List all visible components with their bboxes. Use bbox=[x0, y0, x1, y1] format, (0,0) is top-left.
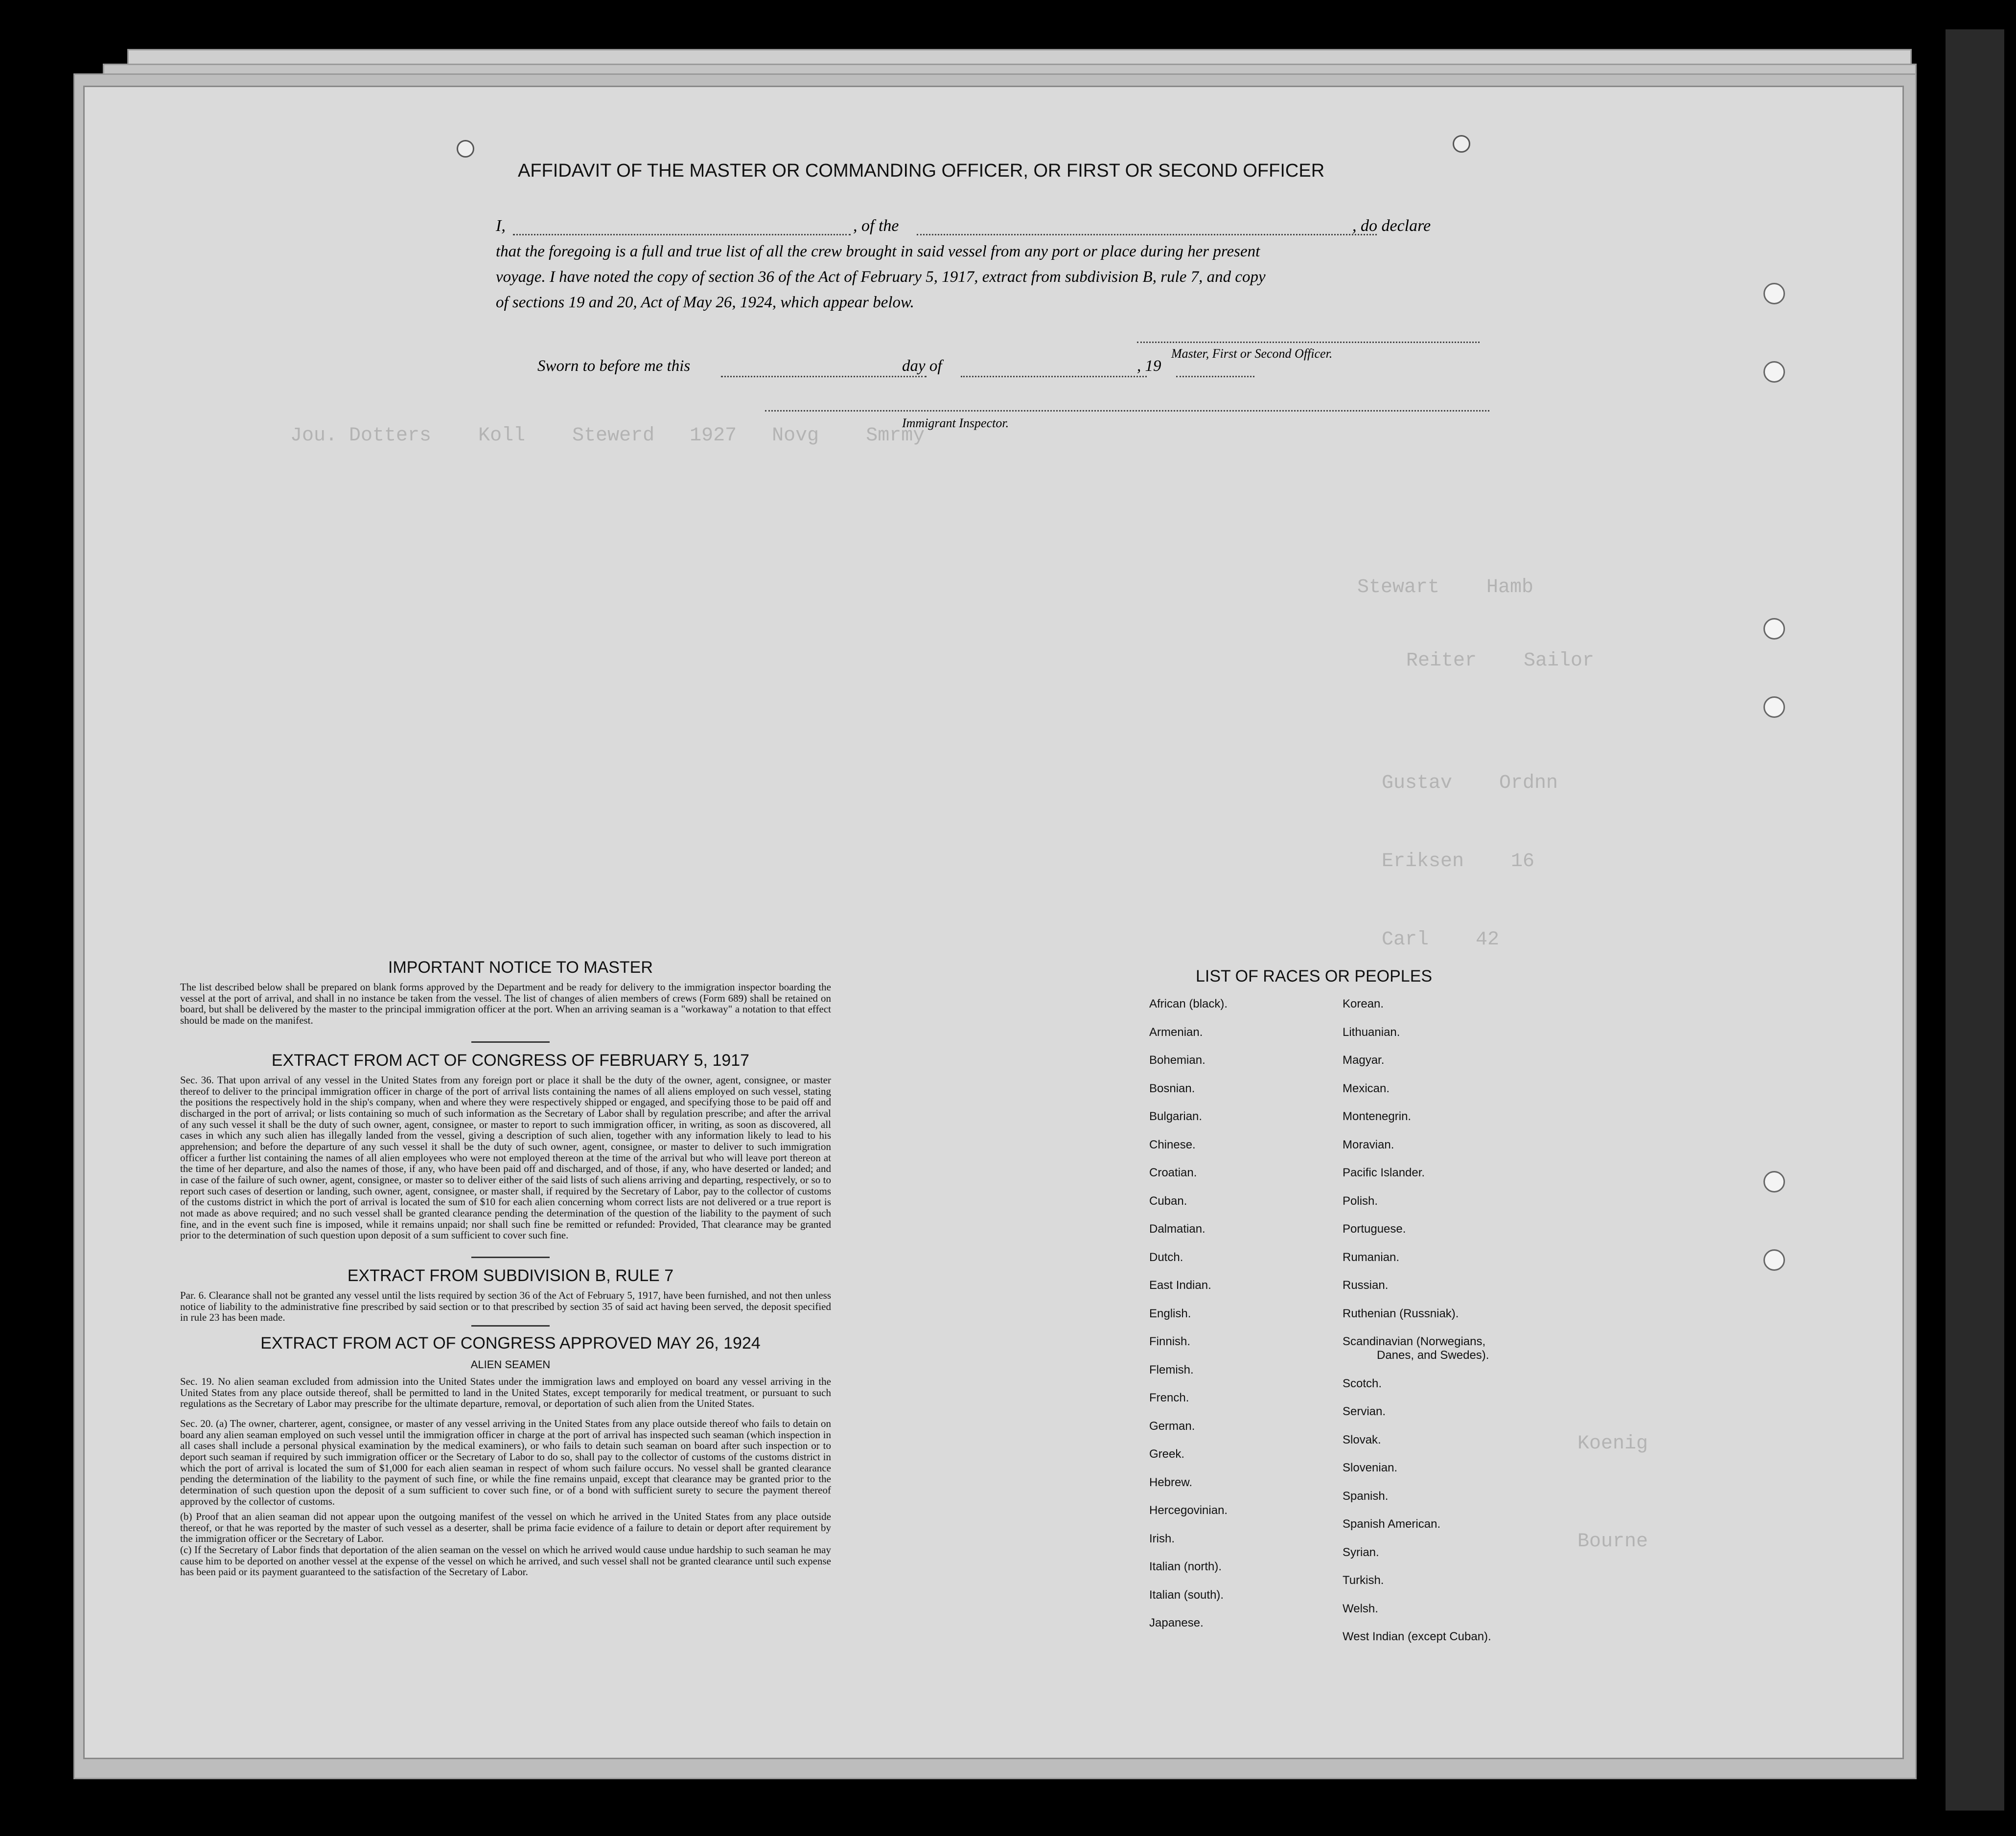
race-item: Irish. bbox=[1149, 1532, 1175, 1545]
race-item: African (black). bbox=[1149, 997, 1228, 1010]
race-item: Ruthenian (Russniak). bbox=[1343, 1307, 1459, 1320]
race-item: Syrian. bbox=[1343, 1545, 1379, 1559]
race-item: German. bbox=[1149, 1419, 1195, 1433]
race-item: English. bbox=[1149, 1307, 1191, 1320]
race-item: Dutch. bbox=[1149, 1250, 1183, 1264]
affidavit-title: AFFIDAVIT OF THE MASTER OR COMMANDING OFFICER, OR FIRST OR SECOND OFFICER bbox=[518, 161, 1325, 181]
bleed-through-text: Gustav Ordnn bbox=[1382, 772, 1558, 794]
extract-1924-sec20a: Sec. 20. (a) The owner, charterer, agent, consignee, or master of any vessel arriving in the United States from any place outside thereof who fails to detain on board any alien seaman employed on such vessel until the immigration officer in charge at the port of arrival has inspected such seaman (which inspection in all cases shall include a personal physical examination by the medical examiners), or who fails to detain such seaman on board after such inspection or to deport such seaman if required by such immigration officer or the Secretary of Labor to do so, shall pay to the collector of customs of the customs district in which the port of arrival is located the sum of $1,000 for each alien seaman in respect of whom such failure occurs. No vessel shall be granted clearance pending the determination of the liability to the payment of such fine, or while the fine remains unpaid, except that clearance may be granted prior to the determination of such question upon the deposit of a sum sufficient to cover such fine, or of a bond with sufficient surety to secure the payment thereof approved by the collector of customs. bbox=[180, 1418, 831, 1507]
master-signature-blank[interactable] bbox=[1137, 342, 1480, 343]
race-item: Hercegovinian. bbox=[1149, 1504, 1228, 1517]
affidavit-i: I, bbox=[496, 217, 506, 235]
bleed-through-text: Reiter Sailor bbox=[1406, 650, 1595, 672]
extract-1924-subtitle: ALIEN SEAMEN bbox=[470, 1358, 551, 1371]
race-item: Slovenian. bbox=[1343, 1461, 1398, 1474]
divider bbox=[471, 1325, 550, 1327]
punch-hole-icon bbox=[1763, 1249, 1785, 1271]
race-item: Greek. bbox=[1149, 1447, 1185, 1461]
race-item: Servian. bbox=[1343, 1405, 1386, 1418]
divider bbox=[471, 1041, 550, 1043]
race-item: Portuguese. bbox=[1343, 1222, 1406, 1236]
manifest-page bbox=[83, 86, 1904, 1759]
bleed-through-text: Bourne bbox=[1577, 1531, 1648, 1553]
race-item: Mexican. bbox=[1343, 1081, 1390, 1095]
extract-1924-sec20c: (c) If the Secretary of Labor finds that deportation of the alien seaman on the vessel on which he arrived would cause undue hardship to such seaman he may cause him to be deported on another vessel at the expense of the vessel on which he arrived, and such vessel shall not be granted clearance until such expense has been paid or its payment guaranteed to the satisfaction of the Secretary of Labor. bbox=[180, 1544, 831, 1578]
affidavit-line2: that the foregoing is a full and true list of all the crew brought in said vessel from any port or place during her present bbox=[496, 243, 1260, 260]
race-item: Magyar. bbox=[1343, 1054, 1385, 1067]
punch-hole-icon bbox=[1763, 618, 1785, 640]
sworn-month-blank[interactable] bbox=[961, 376, 1147, 377]
inspector-label: Immigrant Inspector. bbox=[902, 416, 1009, 430]
race-item: Finnish. bbox=[1149, 1335, 1191, 1348]
race-item: Chinese. bbox=[1149, 1138, 1196, 1151]
bleed-through-text: Stewart Hamb bbox=[1357, 576, 1534, 598]
race-item: French. bbox=[1149, 1391, 1189, 1404]
master-label: Master, First or Second Officer. bbox=[1171, 346, 1333, 361]
race-item: Turkish. bbox=[1343, 1574, 1384, 1587]
race-item: Polish. bbox=[1343, 1194, 1378, 1208]
race-item: Japanese. bbox=[1149, 1616, 1204, 1629]
bleed-through-text: Carl 42 bbox=[1382, 929, 1500, 951]
affidavit-line4: of sections 19 and 20, Act of May 26, 1924, which appear below. bbox=[496, 294, 914, 311]
race-item: Croatian. bbox=[1149, 1166, 1197, 1179]
affidavit-of-the: , of the bbox=[853, 217, 899, 235]
race-item: Flemish. bbox=[1149, 1363, 1194, 1377]
notice-title: IMPORTANT NOTICE TO MASTER bbox=[388, 958, 653, 977]
extract-rule7-body: Par. 6. Clearance shall not be granted any vessel until the lists required by section 36 of the Act of February 5, 1917, have been furnished, and not then unless notice of liability to the administrative fine prescribed by said section or to that prescribed by section 35 of said act having been served, the deposit specified in rule 23 has been made. bbox=[180, 1289, 831, 1324]
punch-hole-icon bbox=[1763, 361, 1785, 383]
race-item: Lithuanian. bbox=[1343, 1025, 1400, 1039]
sworn-day-blank[interactable] bbox=[721, 376, 927, 377]
extract-1924-sec19: Sec. 19. No alien seaman excluded from admission into the United States under the immigration laws and employed on board any vessel arriving in the United States from any place outside thereof, shall be permitted to land in the United States, except temporarily for medical treatment, or pursuant to such regulations as the Secretary of Labor may prescribe for the ultimate departure, removal, or deportation of such alien from the United States. bbox=[180, 1376, 831, 1410]
extract-1924-title: EXTRACT FROM ACT OF CONGRESS APPROVED MAY 26, 1924 bbox=[260, 1334, 761, 1353]
year-label: , 19 bbox=[1137, 357, 1161, 375]
race-item: Korean. bbox=[1343, 997, 1384, 1010]
race-item: Dalmatian. bbox=[1149, 1222, 1205, 1236]
race-item: East Indian. bbox=[1149, 1279, 1211, 1292]
race-item: Spanish. bbox=[1343, 1489, 1389, 1503]
race-item: Scotch. bbox=[1343, 1377, 1382, 1390]
extract-1917-title: EXTRACT FROM ACT OF CONGRESS OF FEBRUARY 5, 1917 bbox=[271, 1051, 750, 1070]
race-item: Slovak. bbox=[1343, 1433, 1381, 1446]
extract-1924-sec20b: (b) Proof that an alien seaman did not appear upon the outgoing manifest of the vessel on which he arrived in the United States from any place outside thereof, or that he was reported by the master of such vessel as a deserter, shall be prima facie evidence of a failure to detain or deport after requirement by the immigration officer or the Secretary of Labor. bbox=[180, 1511, 831, 1545]
race-item: Russian. bbox=[1343, 1279, 1389, 1292]
affidavit-line3: voyage. I have noted the copy of section 36 of the Act of February 5, 1917, extract from subdivision B, rule 7, and copy bbox=[496, 268, 1266, 286]
race-item: Moravian. bbox=[1343, 1138, 1394, 1151]
notice-body: The list described below shall be prepared on blank forms approved by the Department and be ready for delivery to the immigration inspector boarding the vessel at the port of arrival, and shall in no instance be taken from the vessel. The list of changes of alien members of crews (Form 689) shall be retained on board, but shall be delivered by the master to the principal immigration officer at the port. When an arriving seaman is a "workaway" a notation to that effect should be made on the manifest. bbox=[180, 981, 831, 1027]
race-item: Bohemian. bbox=[1149, 1054, 1205, 1067]
name-blank[interactable] bbox=[513, 234, 851, 235]
extract-1917-body: Sec. 36. That upon arrival of any vessel in the United States from any foreign port or place it shall be the duty of the owner, agent, consignee, or master thereof to deliver to the principal immigration officer in charge of the port of arrival lists containing the names of all aliens employed on such vessel, stating the positions the respectively hold in the ship's company, when and where they were respectively shipped or engaged, and specifying those to be paid off and discharged in the port of arrival; or lists containing so much of such information as the Secretary of Labor shall by regulation prescribe; and after the arrival of any such vessel it shall be the duty of such owner, agent, consignee, or master to report to such immigration officer, in writing, as soon as discovered, all cases in which any such alien has illegally landed from the vessel, giving a description of such alien, together with any information likely to lead to his apprehension; and before the departure of any such vessel it shall be the duty of such owner, agent, consignee, or master to deliver to such immigration officer a further list containing the names of all alien employees who were not employed thereon at the time of the arrival but who will leave port thereon at the time of her departure, and also the names of those, if any, who have been paid off and discharged, and of those, if any, who have deserted or landed; and in case of the failure of such owner, agent, consignee, or master so to deliver either of the said lists of such aliens arriving and departing, respectively, or so to report such cases of desertion or landing, such owner, agent, consignee, or master shall, if required by the Secretary of Labor, pay to the collector of customs of the customs district in which the port of arrival is located the sum of $10 for each alien concerning whom correct lists are not delivered or a true report is not made as above required; and no such vessel shall be granted clearance pending the determination of the question of the liability to the payment of such fine, and in the event such fine is imposed, while it remains unpaid; nor shall such fine be remitted or refunded: Provided, That clearance may be granted prior to the determination of such question upon deposit of a sum sufficient to cover such fine. bbox=[180, 1074, 831, 1241]
race-item: Danes, and Swedes). bbox=[1377, 1349, 1489, 1362]
race-item: Montenegrin. bbox=[1343, 1110, 1412, 1123]
affidavit-declare: , do declare bbox=[1352, 217, 1431, 235]
race-item: Armenian. bbox=[1149, 1025, 1203, 1039]
race-item: Bosnian. bbox=[1149, 1081, 1195, 1095]
bleed-through-text: Eriksen 16 bbox=[1382, 850, 1535, 872]
race-item: Bulgarian. bbox=[1149, 1110, 1203, 1123]
vessel-blank[interactable] bbox=[917, 234, 1377, 235]
binder-spine bbox=[1946, 29, 2004, 1811]
race-item: Hebrew. bbox=[1149, 1475, 1193, 1489]
race-item: Cuban. bbox=[1149, 1194, 1187, 1208]
bleed-through-text: Koenig bbox=[1577, 1433, 1648, 1455]
punch-hole-icon bbox=[1763, 696, 1785, 718]
race-item: Welsh. bbox=[1343, 1602, 1378, 1615]
divider bbox=[471, 1257, 550, 1258]
race-item: Pacific Islander. bbox=[1343, 1166, 1425, 1179]
race-item: West Indian (except Cuban). bbox=[1343, 1630, 1491, 1643]
extract-rule7-title: EXTRACT FROM SUBDIVISION B, RULE 7 bbox=[347, 1266, 674, 1285]
race-item: Italian (south). bbox=[1149, 1588, 1224, 1602]
inspector-signature-blank[interactable] bbox=[765, 410, 1489, 412]
race-item: Rumanian. bbox=[1343, 1250, 1400, 1264]
sworn-year-blank[interactable] bbox=[1176, 376, 1254, 377]
punch-hole-icon bbox=[457, 140, 474, 158]
punch-hole-icon bbox=[1763, 283, 1785, 304]
punch-hole-icon bbox=[1763, 1171, 1785, 1193]
race-item: Italian (north). bbox=[1149, 1560, 1222, 1573]
bleed-through-text: Jou. Dotters Koll Stewerd 1927 Novg Smrmy bbox=[290, 425, 925, 447]
race-item: Spanish American. bbox=[1343, 1517, 1441, 1531]
race-item: Scandinavian (Norwegians, bbox=[1343, 1335, 1486, 1348]
day-of-label: day of bbox=[902, 357, 942, 375]
races-title: LIST OF RACES OR PEOPLES bbox=[1196, 967, 1433, 986]
sworn-label: Sworn to before me this bbox=[537, 357, 691, 375]
punch-hole-icon bbox=[1453, 135, 1470, 153]
